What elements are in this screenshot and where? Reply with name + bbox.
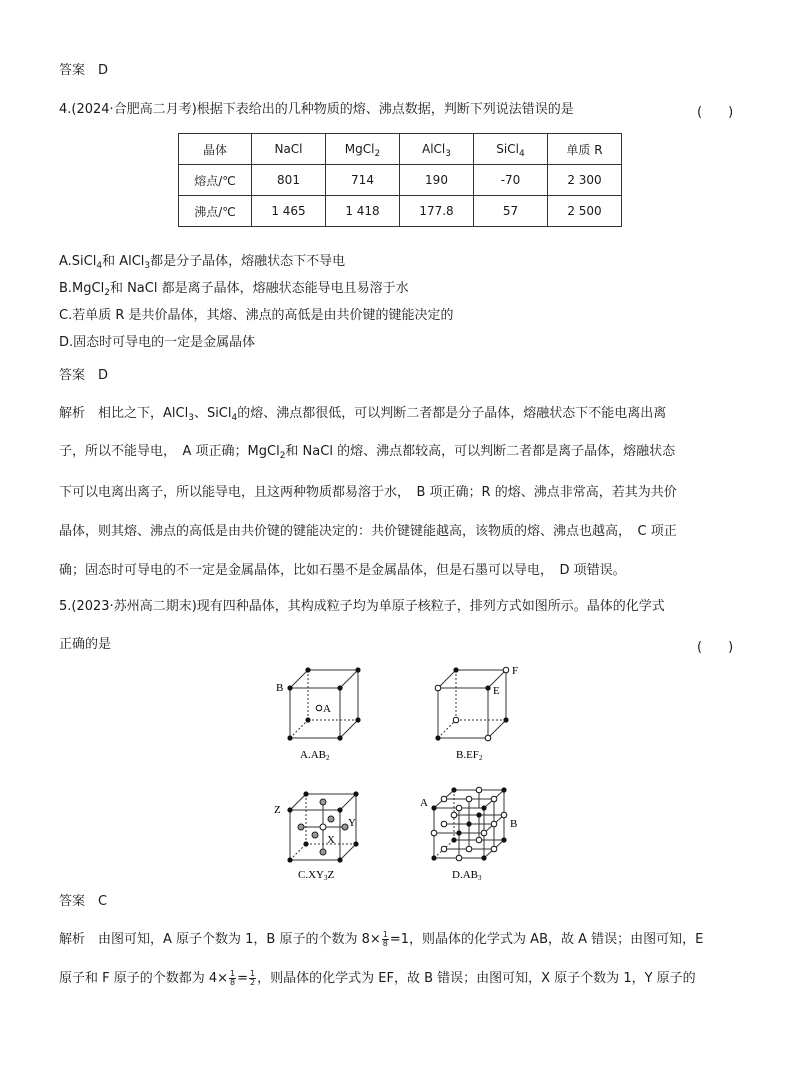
fraction: $\frac{1}{2}$ <box>250 969 256 987</box>
option-a: A.SiCl$_4$和 AlCl$_3$都是分子晶体，熔融状态下不导电 <box>59 254 346 271</box>
crystal-figure-c <box>270 788 380 883</box>
table-header-cell: AlCl$_3$ <box>400 134 474 165</box>
table-row <box>179 165 622 196</box>
figure-caption: A.AB2 <box>300 749 330 762</box>
crystal-figure-a <box>270 662 380 762</box>
explanation-line: 子，所以不能导电， A 项正确；MgCl$_2$和 NaCl 的熔、沸点都较高，可以判断二者都是离子晶体，熔融状态 <box>59 444 676 461</box>
question-5-bracket: ( ) <box>697 640 734 655</box>
table-cell: 190 <box>400 165 474 196</box>
label-b: B <box>276 682 284 694</box>
question-4-stem: 4.(2024·合肥高二月考)根据下表给出的几种物质的熔、沸点数据，判断下列说法错误的是 <box>59 102 574 117</box>
option-d: D.固态时可导电的一定是金属晶体 <box>59 335 256 350</box>
melting-boiling-table <box>178 133 622 227</box>
table-cell: 177.8 <box>400 196 474 227</box>
label-y: Y <box>348 817 356 829</box>
option-b: B.MgCl$_2$和 NaCl 都是离子晶体，熔融状态能导电且易溶于水 <box>59 281 409 298</box>
explanation-line: 确；固态时可导电的不一定是金属晶体，比如石墨不是金属晶体，但是石墨可以导电， D 项错误。 <box>59 563 626 578</box>
label-a: A <box>323 703 331 715</box>
table-cell: -70 <box>474 165 548 196</box>
table-cell: 2 300 <box>548 165 622 196</box>
table-cell: 714 <box>326 165 400 196</box>
answer-q4: 答案 D <box>59 368 109 383</box>
fraction: $\frac{1}{8}$ <box>230 969 236 987</box>
question-5-stem: 正确的是 <box>59 637 112 652</box>
question-4-bracket: ( ) <box>697 105 734 120</box>
table-header-cell: 单质 R <box>548 134 622 165</box>
table-cell: 熔点/℃ <box>179 165 252 196</box>
crystal-figure-b <box>420 662 540 762</box>
figure-caption: D.AB3 <box>452 869 482 882</box>
table-header-cell: MgCl$_2$ <box>326 134 400 165</box>
fraction: $\frac{1}{8}$ <box>382 930 388 948</box>
explanation-line: 晶体，则其熔、沸点的高低是由共价键的键能决定的：共价键键能越高，该物质的熔、沸点也越高， C 项正 <box>59 524 677 539</box>
table-row <box>179 196 622 227</box>
label-e: E <box>493 685 500 697</box>
answer-q3: 答案 D <box>59 63 109 78</box>
label-f: F <box>512 665 519 677</box>
explanation-line: 下可以电离出离子，所以能导电，且这两种物质都易溶于水， B 项正确；R 的熔、沸点非常高，若其为共价 <box>59 485 677 500</box>
table-header-cell: 晶体 <box>179 134 252 165</box>
label-x: X <box>327 834 335 846</box>
crystal-figure-d <box>418 782 528 882</box>
explanation-line: 解析 相比之下，AlCl$_3$、SiCl$_4$的熔、沸点都很低，可以判断二者都是分子晶体，熔融状态下不能电离出离 <box>59 406 667 423</box>
table-cell: 801 <box>252 165 326 196</box>
table-header-row <box>179 134 622 165</box>
figure-caption: B.EF2 <box>456 749 483 762</box>
explanation-line: 原子和 F 原子的个数都为 4× $\frac{1}{8}$ = $\frac{1}{2}$ ，则晶体的化学式为 EF，故 B 错误；由图可知，X 原子个数为 1，Y 原子的 <box>59 969 696 987</box>
option-c: C.若单质 R 是共价晶体，其熔、沸点的高低是由共价键的键能决定的 <box>59 308 454 323</box>
figure-caption: C.XY3Z <box>298 869 335 882</box>
table-cell: 2 500 <box>548 196 622 227</box>
question-5-stem: 5.(2023·苏州高二期末)现有四种晶体，其构成粒子均为单原子核粒子，排列方式如图所示。晶体的化学式 <box>59 599 665 614</box>
label-b: B <box>510 818 518 830</box>
label-a: A <box>420 797 428 809</box>
table-header-cell: NaCl <box>252 134 326 165</box>
table-header-cell: SiCl$_4$ <box>474 134 548 165</box>
table-cell: 57 <box>474 196 548 227</box>
label-z: Z <box>274 804 281 816</box>
table-cell: 沸点/℃ <box>179 196 252 227</box>
explanation-line: 解析 由图可知，A 原子个数为 1，B 原子的个数为 8× $\frac{1}{8}$ =1，则晶体的化学式为 AB，故 A 错误；由图可知，E <box>59 930 704 948</box>
table-cell: 1 465 <box>252 196 326 227</box>
answer-q5: 答案 C <box>59 894 108 909</box>
table-cell: 1 418 <box>326 196 400 227</box>
